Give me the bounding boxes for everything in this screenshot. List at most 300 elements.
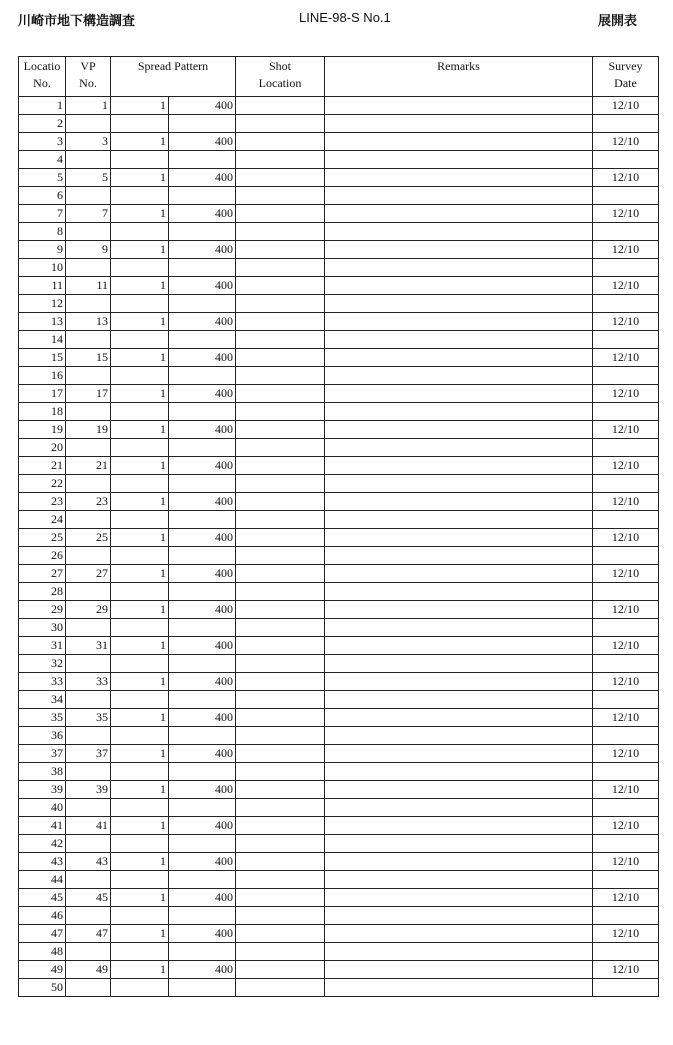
location-cell: 38 <box>19 763 66 781</box>
survey-date-cell <box>593 583 659 601</box>
table-row <box>19 331 659 349</box>
remarks-cell <box>325 799 593 817</box>
vp-cell: 15 <box>66 349 111 367</box>
vp-cell: 29 <box>66 601 111 619</box>
remarks-cell <box>325 493 593 511</box>
shot-location-cell <box>236 619 325 637</box>
vp-cell <box>66 331 111 349</box>
spread-channel-cell <box>111 367 169 385</box>
location-cell: 11 <box>19 277 66 295</box>
spread-channel-cell: 1 <box>111 745 169 763</box>
location-cell: 39 <box>19 781 66 799</box>
remarks-cell <box>325 205 593 223</box>
shot-location-cell <box>236 421 325 439</box>
location-cell: 9 <box>19 241 66 259</box>
table-row <box>19 601 659 619</box>
table-row <box>19 565 659 583</box>
shot-location-cell <box>236 457 325 475</box>
vp-cell <box>66 583 111 601</box>
remarks-cell <box>325 529 593 547</box>
spread-channel-cell: 1 <box>111 421 169 439</box>
location-cell: 22 <box>19 475 66 493</box>
location-cell: 15 <box>19 349 66 367</box>
location-cell: 37 <box>19 745 66 763</box>
location-cell: 43 <box>19 853 66 871</box>
remarks-cell <box>325 457 593 475</box>
spread-length-cell <box>169 799 236 817</box>
remarks-cell <box>325 421 593 439</box>
location-cell: 13 <box>19 313 66 331</box>
shot-location-cell <box>236 529 325 547</box>
table-row <box>19 619 659 637</box>
survey-date-cell <box>593 403 659 421</box>
spread-length-cell: 400 <box>169 97 236 115</box>
shot-location-cell <box>236 655 325 673</box>
spread-table <box>18 56 659 997</box>
table-row <box>19 709 659 727</box>
shot-location-cell <box>236 511 325 529</box>
spread-length-cell <box>169 295 236 313</box>
spread-channel-cell: 1 <box>111 781 169 799</box>
table-row <box>19 133 659 151</box>
shot-location-cell <box>236 367 325 385</box>
remarks-cell <box>325 709 593 727</box>
shot-location-cell <box>236 565 325 583</box>
spread-channel-cell: 1 <box>111 277 169 295</box>
remarks-cell <box>325 619 593 637</box>
table-row <box>19 745 659 763</box>
table-row <box>19 781 659 799</box>
shot-location-cell <box>236 223 325 241</box>
location-cell: 34 <box>19 691 66 709</box>
survey-date-cell <box>593 295 659 313</box>
spread-length-cell <box>169 583 236 601</box>
col-header-vp-line1: VP <box>80 59 96 73</box>
vp-cell: 17 <box>66 385 111 403</box>
survey-date-cell: 12/10 <box>593 601 659 619</box>
vp-cell <box>66 295 111 313</box>
table-row <box>19 205 659 223</box>
shot-location-cell <box>236 313 325 331</box>
col-header-location <box>19 57 66 97</box>
shot-location-cell <box>236 205 325 223</box>
vp-cell <box>66 943 111 961</box>
shot-location-cell <box>236 709 325 727</box>
vp-cell: 9 <box>66 241 111 259</box>
spread-length-cell: 400 <box>169 709 236 727</box>
survey-date-cell <box>593 835 659 853</box>
table-row <box>19 907 659 925</box>
col-header-shot-location <box>236 57 325 97</box>
spread-channel-cell <box>111 223 169 241</box>
location-cell: 28 <box>19 583 66 601</box>
survey-date-cell: 12/10 <box>593 385 659 403</box>
shot-location-cell <box>236 583 325 601</box>
shot-location-cell <box>236 493 325 511</box>
spread-length-cell <box>169 259 236 277</box>
vp-cell: 41 <box>66 817 111 835</box>
vp-cell <box>66 871 111 889</box>
spread-length-cell: 400 <box>169 421 236 439</box>
survey-date-cell <box>593 511 659 529</box>
survey-date-cell <box>593 727 659 745</box>
survey-date-cell <box>593 907 659 925</box>
spread-length-cell <box>169 655 236 673</box>
shot-location-cell <box>236 349 325 367</box>
table-row <box>19 763 659 781</box>
remarks-cell <box>325 565 593 583</box>
spread-channel-cell: 1 <box>111 97 169 115</box>
survey-date-cell: 12/10 <box>593 637 659 655</box>
spread-length-cell <box>169 907 236 925</box>
remarks-cell <box>325 979 593 997</box>
table-row <box>19 385 659 403</box>
location-cell: 40 <box>19 799 66 817</box>
spread-length-cell <box>169 223 236 241</box>
remarks-cell <box>325 637 593 655</box>
survey-date-cell <box>593 691 659 709</box>
remarks-cell <box>325 115 593 133</box>
remarks-cell <box>325 97 593 115</box>
shot-location-cell <box>236 259 325 277</box>
remarks-cell <box>325 511 593 529</box>
location-cell: 6 <box>19 187 66 205</box>
shot-location-cell <box>236 835 325 853</box>
remarks-cell <box>325 907 593 925</box>
spread-length-cell <box>169 151 236 169</box>
shot-location-cell <box>236 673 325 691</box>
spread-length-cell: 400 <box>169 853 236 871</box>
remarks-cell <box>325 475 593 493</box>
remarks-cell <box>325 439 593 457</box>
col-header-spread-line1: Spread Pattern <box>137 59 209 73</box>
remarks-cell <box>325 943 593 961</box>
sheet-type-label: 展開表 <box>598 14 638 29</box>
vp-cell: 1 <box>66 97 111 115</box>
shot-location-cell <box>236 943 325 961</box>
spread-channel-cell <box>111 439 169 457</box>
col-header-vp <box>66 57 111 97</box>
shot-location-cell <box>236 781 325 799</box>
survey-date-cell <box>593 475 659 493</box>
survey-date-cell <box>593 763 659 781</box>
spread-length-cell <box>169 871 236 889</box>
spread-length-cell <box>169 331 236 349</box>
spread-length-cell <box>169 763 236 781</box>
shot-location-cell <box>236 907 325 925</box>
remarks-cell <box>325 331 593 349</box>
spread-length-cell <box>169 403 236 421</box>
location-cell: 16 <box>19 367 66 385</box>
spread-channel-cell <box>111 691 169 709</box>
vp-cell: 7 <box>66 205 111 223</box>
survey-date-cell: 12/10 <box>593 781 659 799</box>
vp-cell: 11 <box>66 277 111 295</box>
spread-length-cell <box>169 979 236 997</box>
spread-channel-cell <box>111 943 169 961</box>
spread-length-cell: 400 <box>169 601 236 619</box>
vp-cell: 35 <box>66 709 111 727</box>
survey-date-cell: 12/10 <box>593 565 659 583</box>
location-cell: 45 <box>19 889 66 907</box>
vp-cell <box>66 907 111 925</box>
vp-cell <box>66 619 111 637</box>
survey-date-cell <box>593 259 659 277</box>
remarks-cell <box>325 781 593 799</box>
location-cell: 42 <box>19 835 66 853</box>
remarks-cell <box>325 349 593 367</box>
shot-location-cell <box>236 979 325 997</box>
spread-length-cell: 400 <box>169 817 236 835</box>
vp-cell <box>66 187 111 205</box>
remarks-cell <box>325 817 593 835</box>
spread-length-cell: 400 <box>169 349 236 367</box>
shot-location-cell <box>236 241 325 259</box>
spread-length-cell <box>169 547 236 565</box>
spread-length-cell: 400 <box>169 673 236 691</box>
vp-cell <box>66 511 111 529</box>
shot-location-cell <box>236 817 325 835</box>
location-cell: 41 <box>19 817 66 835</box>
vp-cell <box>66 799 111 817</box>
shot-location-cell <box>236 277 325 295</box>
col-header-survey-date <box>593 57 659 97</box>
spread-length-cell <box>169 835 236 853</box>
remarks-cell <box>325 367 593 385</box>
table-row <box>19 97 659 115</box>
shot-location-cell <box>236 763 325 781</box>
remarks-cell <box>325 853 593 871</box>
col-header-survey-line2: Date <box>614 76 637 90</box>
survey-date-cell <box>593 619 659 637</box>
shot-location-cell <box>236 637 325 655</box>
spread-length-cell: 400 <box>169 277 236 295</box>
spread-channel-cell: 1 <box>111 889 169 907</box>
remarks-cell <box>325 547 593 565</box>
spread-length-cell: 400 <box>169 133 236 151</box>
table-row <box>19 151 659 169</box>
spread-channel-cell: 1 <box>111 709 169 727</box>
remarks-cell <box>325 745 593 763</box>
remarks-cell <box>325 655 593 673</box>
location-cell: 48 <box>19 943 66 961</box>
spread-channel-cell <box>111 835 169 853</box>
location-cell: 27 <box>19 565 66 583</box>
remarks-cell <box>325 727 593 745</box>
vp-cell <box>66 475 111 493</box>
vp-cell <box>66 403 111 421</box>
location-cell: 17 <box>19 385 66 403</box>
survey-date-cell: 12/10 <box>593 277 659 295</box>
spread-length-cell: 400 <box>169 565 236 583</box>
table-row <box>19 475 659 493</box>
remarks-cell <box>325 835 593 853</box>
table-row <box>19 439 659 457</box>
location-cell: 21 <box>19 457 66 475</box>
location-cell: 50 <box>19 979 66 997</box>
shot-location-cell <box>236 187 325 205</box>
spread-channel-cell: 1 <box>111 637 169 655</box>
location-cell: 4 <box>19 151 66 169</box>
vp-cell <box>66 763 111 781</box>
table-row <box>19 889 659 907</box>
col-header-location-line2: No. <box>33 76 51 90</box>
survey-date-cell: 12/10 <box>593 421 659 439</box>
location-cell: 23 <box>19 493 66 511</box>
table-row <box>19 529 659 547</box>
shot-location-cell <box>236 439 325 457</box>
shot-location-cell <box>236 475 325 493</box>
location-cell: 26 <box>19 547 66 565</box>
remarks-cell <box>325 169 593 187</box>
shot-location-cell <box>236 799 325 817</box>
shot-location-cell <box>236 151 325 169</box>
remarks-cell <box>325 259 593 277</box>
location-cell: 14 <box>19 331 66 349</box>
spread-channel-cell <box>111 907 169 925</box>
spread-channel-cell <box>111 331 169 349</box>
spread-length-cell: 400 <box>169 781 236 799</box>
location-cell: 46 <box>19 907 66 925</box>
table-row <box>19 457 659 475</box>
spread-length-cell: 400 <box>169 961 236 979</box>
shot-location-cell <box>236 295 325 313</box>
survey-date-cell: 12/10 <box>593 97 659 115</box>
spread-channel-cell <box>111 583 169 601</box>
survey-date-cell: 12/10 <box>593 889 659 907</box>
spread-channel-cell <box>111 187 169 205</box>
spread-channel-cell <box>111 475 169 493</box>
shot-location-cell <box>236 133 325 151</box>
spread-channel-cell: 1 <box>111 169 169 187</box>
survey-date-cell: 12/10 <box>593 169 659 187</box>
vp-cell: 25 <box>66 529 111 547</box>
spread-length-cell: 400 <box>169 925 236 943</box>
spread-length-cell: 400 <box>169 457 236 475</box>
survey-date-cell: 12/10 <box>593 205 659 223</box>
vp-cell <box>66 259 111 277</box>
survey-date-cell <box>593 115 659 133</box>
survey-date-cell: 12/10 <box>593 457 659 475</box>
remarks-cell <box>325 277 593 295</box>
table-row <box>19 367 659 385</box>
table-row <box>19 169 659 187</box>
vp-cell: 31 <box>66 637 111 655</box>
location-cell: 3 <box>19 133 66 151</box>
spread-channel-cell: 1 <box>111 853 169 871</box>
remarks-cell <box>325 313 593 331</box>
spread-channel-cell <box>111 619 169 637</box>
remarks-cell <box>325 133 593 151</box>
spread-channel-cell: 1 <box>111 133 169 151</box>
remarks-cell <box>325 583 593 601</box>
spread-length-cell: 400 <box>169 889 236 907</box>
location-cell: 47 <box>19 925 66 943</box>
spread-channel-cell: 1 <box>111 817 169 835</box>
location-cell: 35 <box>19 709 66 727</box>
table-row <box>19 115 659 133</box>
spread-length-cell <box>169 367 236 385</box>
line-id: LINE-98-S No.1 <box>299 10 391 25</box>
survey-date-cell <box>593 871 659 889</box>
spread-channel-cell <box>111 979 169 997</box>
table-row <box>19 259 659 277</box>
vp-cell <box>66 835 111 853</box>
col-header-shot-line1: Shot <box>268 59 291 73</box>
spread-channel-cell: 1 <box>111 673 169 691</box>
vp-cell <box>66 727 111 745</box>
table-row <box>19 493 659 511</box>
shot-location-cell <box>236 403 325 421</box>
spread-length-cell <box>169 943 236 961</box>
survey-date-cell <box>593 799 659 817</box>
location-cell: 10 <box>19 259 66 277</box>
location-cell: 24 <box>19 511 66 529</box>
spread-channel-cell: 1 <box>111 205 169 223</box>
survey-date-cell <box>593 943 659 961</box>
spread-length-cell <box>169 511 236 529</box>
spread-channel-cell <box>111 115 169 133</box>
survey-date-cell: 12/10 <box>593 241 659 259</box>
spread-channel-cell: 1 <box>111 529 169 547</box>
table-row <box>19 727 659 745</box>
location-cell: 19 <box>19 421 66 439</box>
table-row <box>19 979 659 997</box>
spread-length-cell <box>169 727 236 745</box>
vp-cell <box>66 655 111 673</box>
survey-date-cell <box>593 439 659 457</box>
vp-cell: 45 <box>66 889 111 907</box>
spread-channel-cell: 1 <box>111 385 169 403</box>
survey-date-cell: 12/10 <box>593 349 659 367</box>
location-cell: 25 <box>19 529 66 547</box>
survey-date-cell: 12/10 <box>593 961 659 979</box>
table-row <box>19 241 659 259</box>
location-cell: 29 <box>19 601 66 619</box>
spread-length-cell: 400 <box>169 241 236 259</box>
col-header-remarks-line1: Remarks <box>437 59 480 73</box>
spread-length-cell <box>169 187 236 205</box>
survey-date-cell: 12/10 <box>593 853 659 871</box>
location-cell: 32 <box>19 655 66 673</box>
table-row <box>19 511 659 529</box>
location-cell: 5 <box>19 169 66 187</box>
survey-date-cell: 12/10 <box>593 673 659 691</box>
survey-date-cell: 12/10 <box>593 709 659 727</box>
survey-date-cell: 12/10 <box>593 313 659 331</box>
vp-cell: 13 <box>66 313 111 331</box>
vp-cell: 19 <box>66 421 111 439</box>
table-row <box>19 223 659 241</box>
spread-channel-cell: 1 <box>111 925 169 943</box>
shot-location-cell <box>236 853 325 871</box>
spread-length-cell: 400 <box>169 745 236 763</box>
table-row <box>19 925 659 943</box>
spread-length-cell: 400 <box>169 385 236 403</box>
remarks-cell <box>325 763 593 781</box>
col-header-vp-line2: No. <box>79 76 97 90</box>
col-header-spread-pattern <box>111 57 236 97</box>
remarks-cell <box>325 151 593 169</box>
spread-length-cell <box>169 619 236 637</box>
location-cell: 8 <box>19 223 66 241</box>
spread-channel-cell <box>111 403 169 421</box>
spread-length-cell: 400 <box>169 313 236 331</box>
spread-channel-cell: 1 <box>111 241 169 259</box>
spread-channel-cell <box>111 295 169 313</box>
survey-date-cell <box>593 547 659 565</box>
location-cell: 12 <box>19 295 66 313</box>
